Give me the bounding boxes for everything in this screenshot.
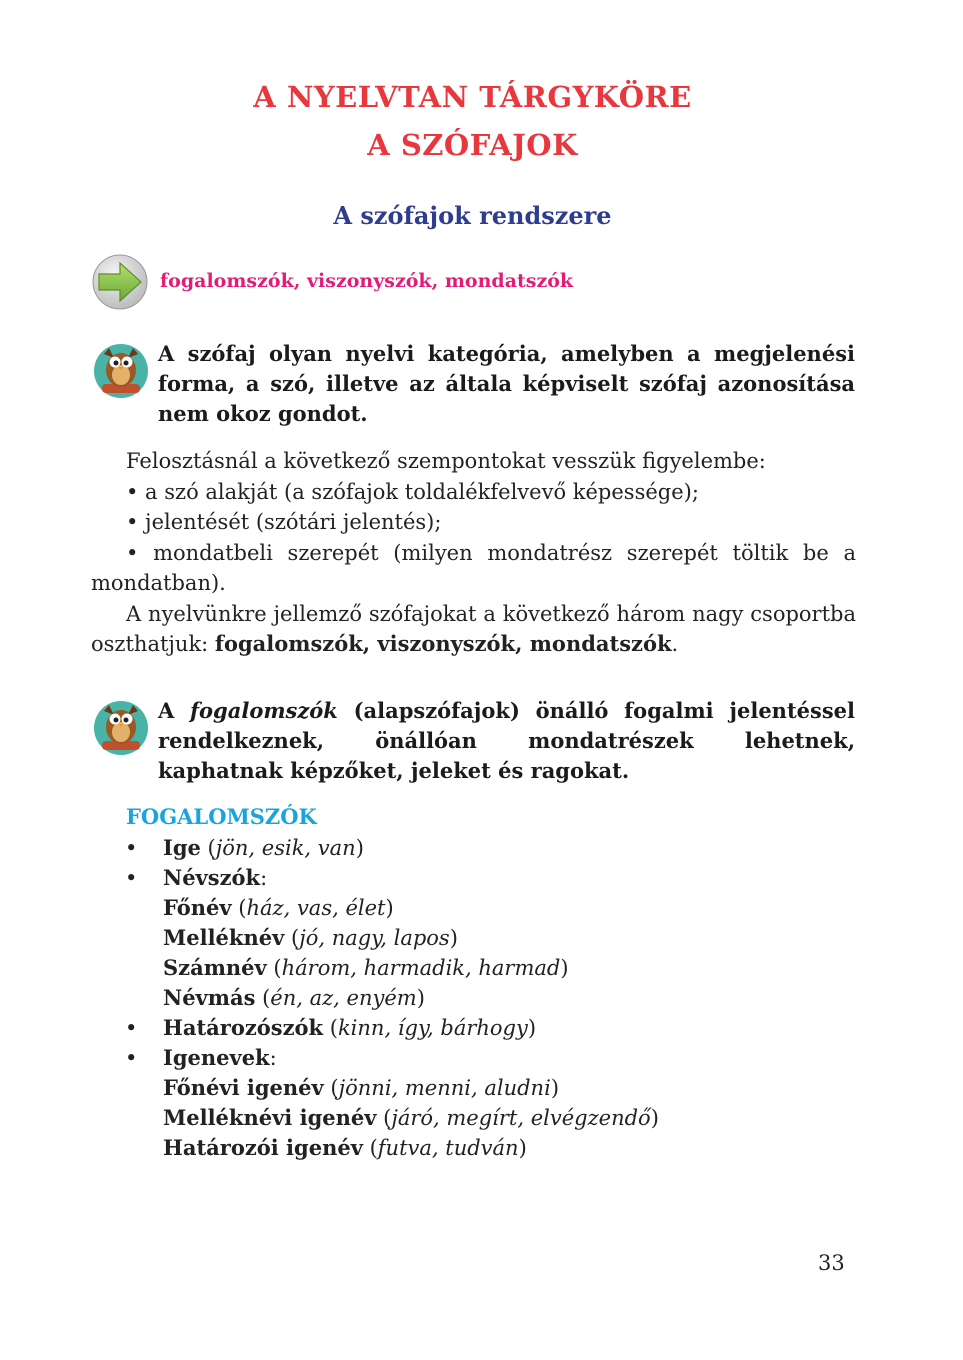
groups-text: A nyelvünkre jellemző szófajokat a következő három nagy csoportba oszthatjuk: — [91, 601, 856, 656]
list-item — [125, 1043, 659, 1073]
section-subtitle: A szófajok rendszere — [333, 201, 612, 230]
section-heading-fogalomszok: FOGALOMSZÓK — [126, 804, 317, 829]
word-class-name: Határozói igenév — [163, 1135, 363, 1160]
word-class-name: Névszók — [163, 865, 261, 890]
paren-close: ) — [355, 836, 364, 860]
list-item — [125, 1013, 659, 1043]
criteria-block — [91, 446, 856, 660]
list-item — [125, 983, 659, 1013]
list-item — [125, 833, 659, 863]
groups-suffix: . — [671, 632, 679, 656]
paren-open: ( — [362, 1136, 378, 1160]
definition-term: fogalomszók — [190, 698, 338, 723]
word-class-name: Főnév — [163, 895, 232, 920]
list-item — [125, 1073, 659, 1103]
definition-a: A — [158, 698, 191, 723]
examples: jön, esik, van — [215, 836, 356, 860]
paren-close: ) — [550, 1076, 560, 1100]
word-class-name: Számnév — [163, 955, 267, 980]
definition-szofaj: A szófaj olyan nyelvi kategória, amelyben a megjelenési forma, a szó, illetve az általa képviselt szófaj azonosítása nem okoz gondot. — [158, 341, 855, 426]
keywords-line: fogalomszók, viszonyszók, mondatszók — [160, 270, 574, 292]
word-class-name: Igenevek — [163, 1045, 270, 1070]
criteria-item: • jelentését (szótári jelentés); — [126, 510, 442, 534]
criteria-item: • a szó alakját (a szófajok toldalékfelvevő képessége); — [126, 479, 699, 504]
word-class-name: Ige — [163, 835, 201, 860]
paren-close: ) — [518, 1136, 527, 1160]
paren-close: ) — [416, 986, 425, 1010]
paren-open: ( — [284, 926, 300, 950]
examples: jó, nagy, lapos — [299, 926, 450, 950]
list-item — [125, 923, 659, 953]
paren-open: ( — [255, 986, 271, 1010]
bullet: • — [125, 866, 138, 890]
examples: futva, tudván — [377, 1136, 519, 1160]
criteria-item: • mondatbeli szerepét (milyen mondatrész szerepét töltik be a mondatban). — [91, 540, 856, 595]
word-class-name: Melléknévi igenév — [163, 1105, 377, 1130]
list-item — [125, 1103, 659, 1133]
page-title-line1: A NYELVTAN TÁRGYKÖRE — [253, 80, 692, 114]
definition-rest: (alapszófajok) önálló fogalmi jelentéssel rendelkeznek, önállóan mondatrészek lehetnek, kaphatnak képzőket, jeleket és ragokat. — [158, 698, 855, 783]
paren-open: ( — [266, 956, 282, 980]
word-class-name: Névmás — [163, 985, 256, 1010]
bullet: • — [125, 836, 138, 860]
criteria-intro: Felosztásnál a következő szempontokat vesszük figyelembe: — [126, 449, 766, 473]
arrow-right-icon — [91, 253, 149, 311]
definition-fogalomszok — [158, 696, 855, 786]
page-title-line2: A SZÓFAJOK — [367, 128, 578, 162]
paren-close: ) — [650, 1106, 659, 1130]
groups-paragraph — [91, 599, 856, 660]
owl-icon — [92, 697, 150, 757]
list-item — [125, 953, 659, 983]
word-class-name: Határozószók — [163, 1015, 324, 1040]
list-item — [125, 863, 659, 893]
paren-open: ( — [231, 896, 247, 920]
list-item — [125, 1133, 659, 1163]
list-item — [125, 893, 659, 923]
bullet: • — [125, 1016, 138, 1040]
word-class-name: Melléknév — [163, 925, 285, 950]
page-number: 33 — [818, 1251, 845, 1275]
examples: én, az, enyém — [270, 986, 417, 1010]
paren-open: ( — [200, 836, 216, 860]
examples: három, harmadik, harmad — [281, 956, 561, 980]
groups-bold: fogalomszók, viszonyszók, mondatszók — [214, 631, 672, 656]
examples: jönni, menni, aludni — [338, 1076, 551, 1100]
examples: járó, megírt, elvégzendő — [391, 1106, 651, 1130]
word-class-name: Főnévi igenév — [163, 1075, 324, 1100]
paren-open: ( — [323, 1016, 338, 1040]
paren-close: ) — [385, 896, 394, 920]
paren-close: ) — [527, 1016, 537, 1040]
paren-close: ) — [449, 926, 458, 950]
paren-open: : — [269, 1046, 277, 1070]
paren-open: ( — [323, 1076, 339, 1100]
examples: kinn, így, bárhogy — [337, 1016, 528, 1040]
owl-icon — [92, 340, 150, 400]
paren-open: ( — [376, 1106, 392, 1130]
paren-open: : — [260, 866, 268, 890]
paren-close: ) — [560, 956, 569, 980]
word-class-list — [125, 833, 659, 1163]
bullet: • — [125, 1046, 138, 1070]
examples: ház, vas, élet — [246, 896, 386, 920]
